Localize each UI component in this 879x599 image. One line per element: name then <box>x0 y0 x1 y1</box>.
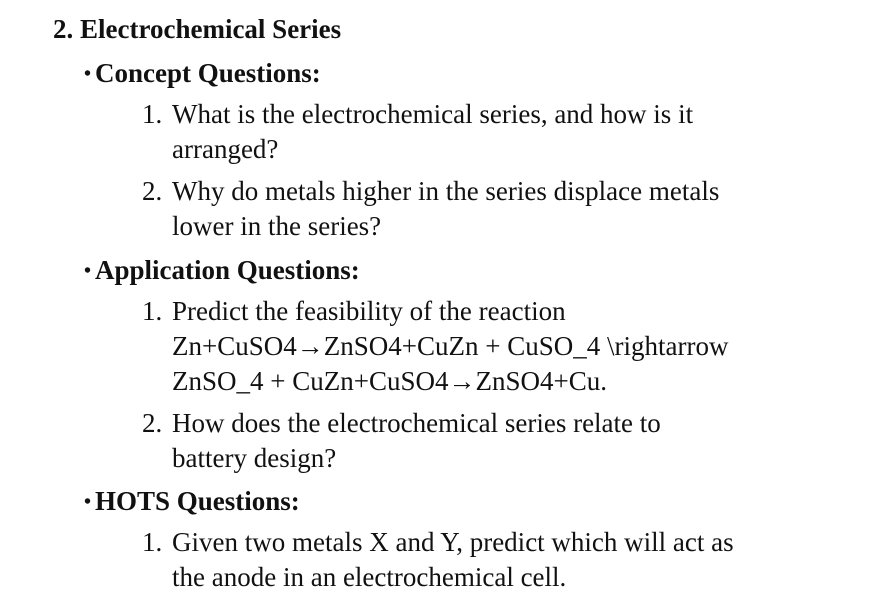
group-title: HOTS Questions: <box>95 486 300 516</box>
item-text-line: lower in the series? <box>172 211 382 241</box>
item-number: 1. <box>142 99 163 129</box>
concept-questions-heading <box>84 55 321 92</box>
item-text-line: How does the electrochemical series relate to <box>172 408 661 438</box>
item-text-line: Why do metals higher in the series displace metals <box>172 176 720 206</box>
item-text-line: arranged? <box>172 134 279 164</box>
item-number: 1. <box>142 296 163 326</box>
item-text-line: Zn+CuSO4→ZnSO4+CuZn + CuSO_4 \rightarrow <box>172 331 729 361</box>
application-question-2 <box>142 406 802 476</box>
bullet-icon: • <box>84 491 92 513</box>
bullet-icon: • <box>84 63 92 85</box>
concept-question-1 <box>142 97 802 167</box>
section-heading: 2. Electrochemical Series <box>53 14 342 44</box>
application-question-1 <box>142 294 802 399</box>
item-text-line: What is the electrochemical series, and how is it <box>172 99 694 129</box>
item-text-line: Given two metals X and Y, predict which will act as <box>172 527 734 557</box>
item-text-line: Predict the feasibility of the reaction <box>172 296 566 326</box>
hots-question-1 <box>142 525 802 595</box>
concept-question-2 <box>142 174 802 244</box>
item-number: 2. <box>142 176 163 206</box>
group-title: Concept Questions: <box>95 58 321 88</box>
bullet-icon: • <box>84 260 92 282</box>
group-title: Application Questions: <box>95 255 360 285</box>
item-text-line: battery design? <box>172 443 337 473</box>
item-number: 2. <box>142 408 163 438</box>
hots-questions-heading <box>84 483 300 520</box>
item-number: 1. <box>142 527 163 557</box>
item-text-line: the anode in an electrochemical cell. <box>172 562 567 592</box>
item-text-line: ZnSO_4 + CuZn+CuSO4→ZnSO4+Cu. <box>172 366 607 396</box>
application-questions-heading <box>84 252 360 289</box>
